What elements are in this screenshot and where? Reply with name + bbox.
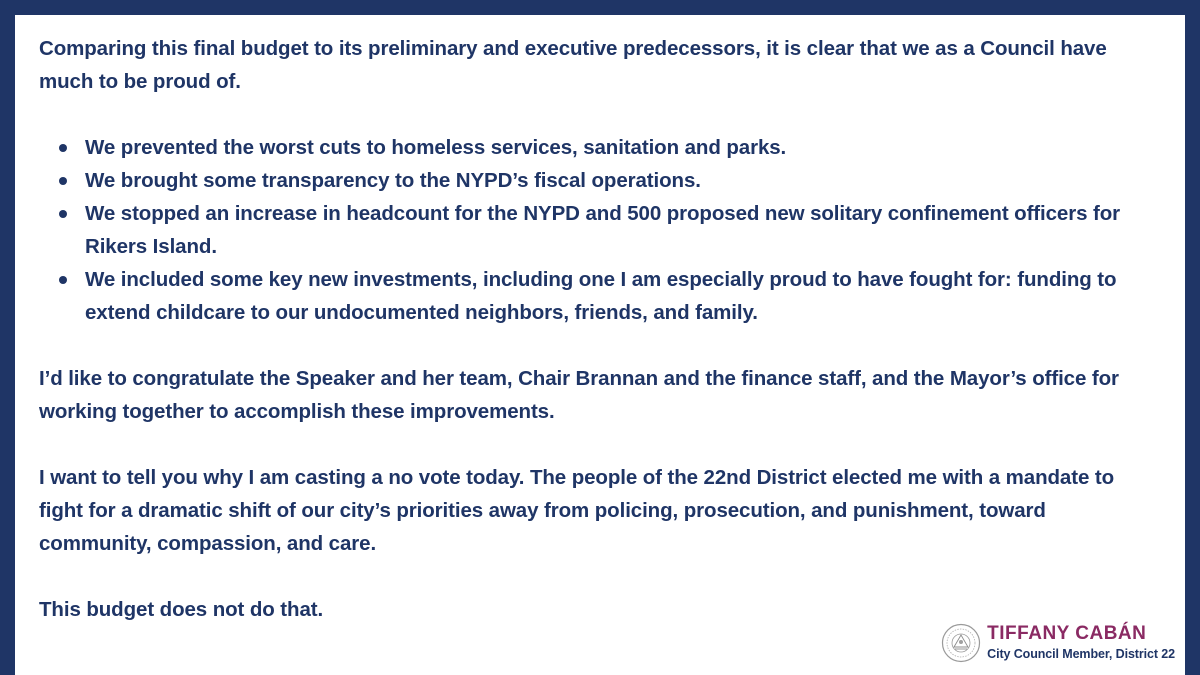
signature-text [987,624,1175,662]
signer-name: TIFFANY CABÁN [987,623,1147,645]
list-item [39,131,1161,164]
bullet-dot-icon [59,144,67,152]
bullet-dot-icon [59,210,67,218]
statement-card [15,15,1185,675]
spacer [39,98,1161,131]
bullet-dot-icon [59,276,67,284]
spacer [39,560,1161,593]
list-item-text: We included some key new investments, including one I am especially proud to have fought for: funding to extend childcare to our undocumented neighbors, friends, and family. [85,268,1117,324]
intro-paragraph: Comparing this final budget to its preliminary and executive predecessors, it is clear that we as a Council have much to be proud of. [39,37,1107,93]
signer-title: City Council Member, District 22 [987,647,1175,662]
no-vote-paragraph: I want to tell you why I am casting a no vote today. The people of the 22nd District elected me with a mandate to fight for a dramatic shift of our city’s priorities away from policing, prosecution, and punishment, toward community, compassion, and care. [39,466,1115,555]
list-item-text: We brought some transparency to the NYPD’s fiscal operations. [85,169,701,192]
closing-paragraph: This budget does not do that. [39,598,324,621]
congrats-paragraph: I’d like to congratulate the Speaker and her team, Chair Brannan and the finance staff, and the Mayor’s office for working together to accomplish these improvements. [39,367,1119,423]
list-item-text: We prevented the worst cuts to homeless services, sanitation and parks. [85,136,787,159]
accomplishments-list [39,131,1161,329]
spacer [39,428,1161,461]
list-item-text: We stopped an increase in headcount for the NYPD and 500 proposed new solitary confinement officers for Rikers Island. [85,202,1121,258]
bullet-dot-icon [59,177,67,185]
list-item [39,263,1161,329]
signature-block [941,623,1175,663]
city-seal-icon [941,623,981,663]
list-item [39,164,1161,197]
spacer [39,329,1161,362]
list-item [39,197,1161,263]
